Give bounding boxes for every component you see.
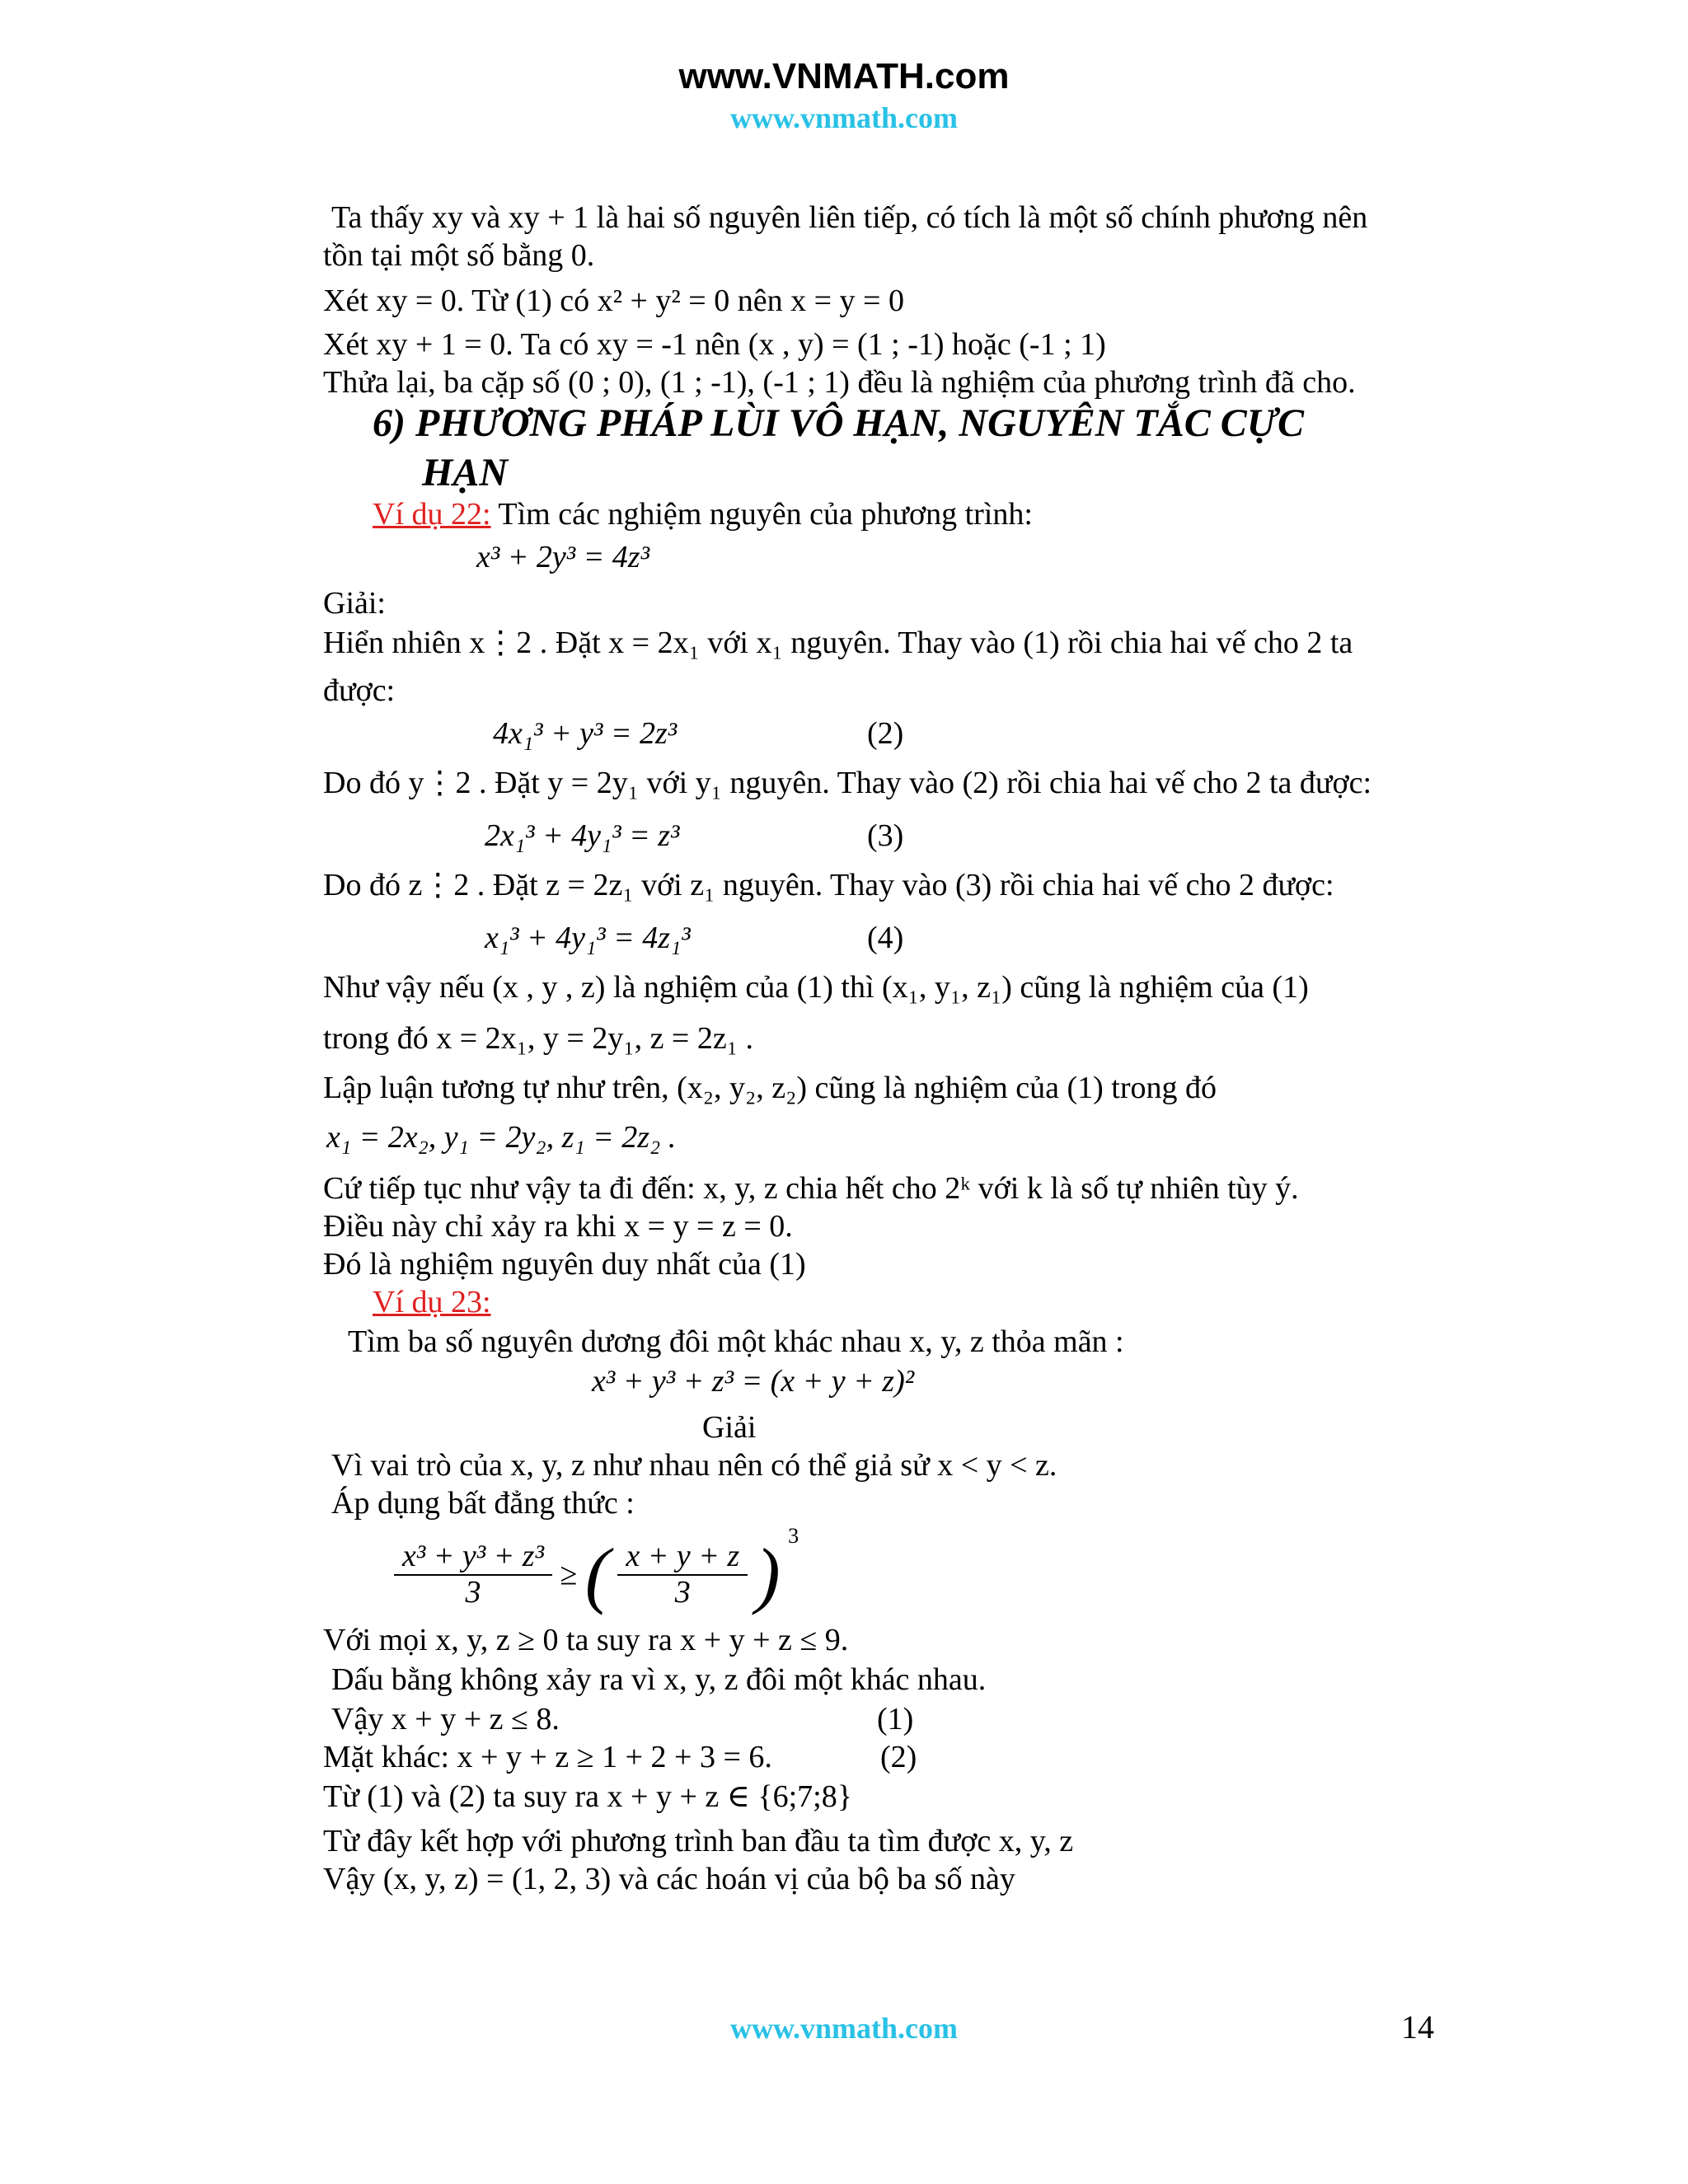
example23-equation: x³ + y³ + z³ = (x + y + z)² xyxy=(592,1364,915,1399)
example22-step-3: Do đó y⋮2 . Đặt y = 2y₁ với y₁ nguyên. Thay vào (2) rồi chia hai vế cho 2 ta được: xyxy=(323,766,1372,800)
example22-step-9: Cứ tiếp tục như vậy ta đi đến: x, y, z chia hết cho 2ᵏ với k là số tự nhiên tùy ý. xyxy=(323,1171,1299,1206)
example23-step-2: Áp dụng bất đẳng thức : xyxy=(331,1486,635,1521)
example22-step-6: trong đó x = 2x₁, y = 2y₁, z = 2z₁ . xyxy=(323,1021,753,1056)
text-line-2: tồn tại một số bằng 0. xyxy=(323,238,595,273)
example22-solution-label: Giải: xyxy=(323,586,386,621)
example23-step-4: Dấu bằng không xảy ra vì x, y, z đôi một khác nhau. xyxy=(331,1662,987,1697)
example22-step-7: Lập luận tương tự như trên, (x₂, y₂, z₂) cũng là nghiệm của (1) trong đó xyxy=(323,1071,1217,1105)
example22-step-11: Đó là nghiệm nguyên duy nhất của (1) xyxy=(323,1247,806,1282)
example22-label: Ví dụ 22: xyxy=(373,497,491,532)
example23-label: Ví dụ 23: xyxy=(373,1285,491,1319)
text-line-1: Ta thấy xy và xy + 1 là hai số nguyên liên tiếp, có tích là một số chính phương nên xyxy=(331,200,1368,235)
example23-prompt: Tìm ba số nguyên dương đôi một khác nhau x, y, z thỏa mãn : xyxy=(348,1324,1124,1359)
example23-label-row xyxy=(373,1286,491,1320)
example23-step-9: Vậy (x, y, z) = (1, 2, 3) và các hoán vị của bộ ba số này xyxy=(323,1862,1015,1896)
inequality-left-denominator: 3 xyxy=(465,1575,481,1610)
header-subtitle: www.vnmath.com xyxy=(730,101,958,134)
example23-step-5-number: (1) xyxy=(877,1702,914,1736)
equation-4-number: (4) xyxy=(867,921,904,955)
inequality-right-fraction xyxy=(617,1540,748,1610)
inequality-right-numerator: x + y + z xyxy=(617,1540,748,1576)
example22-step-4: Do đó z⋮2 . Đặt z = 2z₁ với z₁ nguyên. Thay vào (3) rồi chia hai vế cho 2 được: xyxy=(323,868,1334,902)
inequality-power: 3 xyxy=(788,1524,799,1548)
example22-step-10: Điều này chỉ xảy ra khi x = y = z = 0. xyxy=(323,1209,793,1244)
example22-prompt: Tìm các nghiệm nguyên của phương trình: xyxy=(498,497,1033,532)
example22-step-8: x₁ = 2x₂, y₁ = 2y₂, z₁ = 2z₂ . xyxy=(326,1120,677,1155)
text-line-5: Thửa lại, ba cặp số (0 ; 0), (1 ; -1), (-1 ; 1) đều là nghiệm của phương trình đã cho. xyxy=(323,365,1356,400)
text-line-4: Xét xy + 1 = 0. Ta có xy = -1 nên (x , y) = (1 ; -1) hoặc (-1 ; 1) xyxy=(323,327,1106,362)
text-line-3: Xét xy = 0. Từ (1) có x² + y² = 0 nên x = y = 0 xyxy=(323,284,904,318)
equation-3-number: (3) xyxy=(867,818,904,853)
example23-step-6: Mặt khác: x + y + z ≥ 1 + 2 + 3 = 6. xyxy=(323,1740,772,1774)
example22-equation: x³ + 2y³ = 4z³ xyxy=(476,540,649,574)
example23-step-6-number: (2) xyxy=(880,1740,917,1774)
example22-row xyxy=(373,498,1033,532)
page-number: 14 xyxy=(1401,2008,1434,2046)
example23-solution-label: Giải xyxy=(702,1410,757,1445)
footer-site: www.vnmath.com xyxy=(730,2012,958,2045)
example23-step-7: Từ (1) và (2) ta suy ra x + y + z ∈ {6;7;8} xyxy=(323,1779,852,1814)
right-paren-glyph: ) xyxy=(755,1534,781,1616)
equation-2: 4x₁³ + y³ = 2z³ xyxy=(493,716,678,751)
inequality-left-fraction xyxy=(394,1540,552,1610)
example23-step-8: Từ đây kết hợp với phương trình ban đầu ta tìm được x, y, z xyxy=(323,1824,1074,1858)
equation-2-number: (2) xyxy=(867,716,904,751)
inequality xyxy=(394,1524,799,1616)
equation-4: x₁³ + 4y₁³ = 4z₁³ xyxy=(485,921,691,955)
header-title: www.VNMATH.com xyxy=(678,56,1010,96)
example23-step-3: Với mọi x, y, z ≥ 0 ta suy ra x + y + z ≤ 9. xyxy=(323,1623,849,1657)
example23-step-5: Vậy x + y + z ≤ 8. xyxy=(331,1702,560,1736)
example22-step-5: Như vậy nếu (x , y , z) là nghiệm của (1) thì (x₁, y₁, z₁) cũng là nghiệm của (1) xyxy=(323,970,1309,1005)
inequality-sign: ≥ xyxy=(560,1557,578,1592)
equation-3: 2x₁³ + 4y₁³ = z³ xyxy=(485,818,680,853)
left-paren-glyph: ( xyxy=(584,1534,610,1616)
inequality-left-numerator: x³ + y³ + z³ xyxy=(394,1540,552,1576)
inequality-right-denominator: 3 xyxy=(674,1575,691,1610)
section-heading-line1: 6) PHƯƠNG PHÁP LÙI VÔ HẠN, NGUYÊN TẮC CỰC xyxy=(373,401,1304,445)
example22-step-2: được: xyxy=(323,673,396,708)
example23-step-1: Vì vai trò của x, y, z như nhau nên có thể giả sử x < y < z. xyxy=(331,1448,1057,1483)
example22-step-1: Hiển nhiên x⋮2 . Đặt x = 2x₁ với x₁ nguyên. Thay vào (1) rồi chia hai vế cho 2 ta xyxy=(323,626,1353,660)
section-heading-line2: HẠN xyxy=(422,451,509,494)
